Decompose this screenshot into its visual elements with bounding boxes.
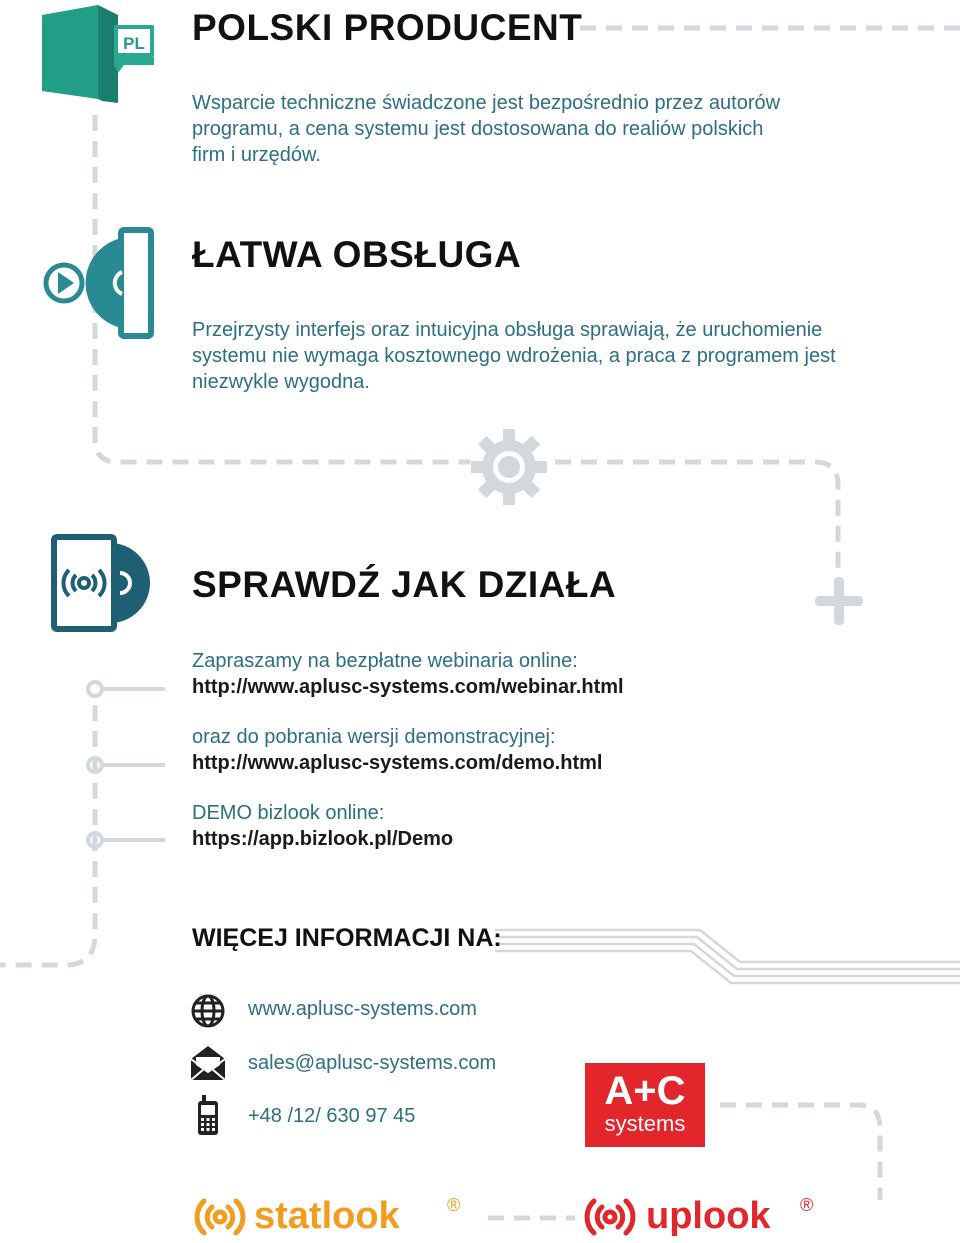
statlook-logo-mark bbox=[192, 1193, 248, 1241]
statlook-logo bbox=[192, 1193, 482, 1241]
email-link[interactable]: sales@aplusc-systems.com bbox=[248, 1052, 497, 1074]
section-body-latwa-obsluga bbox=[192, 317, 892, 395]
play-disc-icon bbox=[42, 226, 158, 340]
website-link[interactable]: www.aplusc-systems.com bbox=[248, 998, 477, 1020]
section-title-latwa-obsluga: ŁATWA OBSŁUGA bbox=[192, 234, 522, 275]
globe-icon bbox=[190, 993, 226, 1029]
aplusc-logo-text: A+C bbox=[604, 1069, 686, 1113]
body-line: systemu nie wymaga kosztownego wdrożenia, a praca z programem jest bbox=[192, 345, 836, 367]
envelope-icon bbox=[188, 1043, 228, 1083]
statlook-logo-text: statlook bbox=[254, 1195, 400, 1237]
body-line: programu, a cena systemu jest dostosowana do realiów polskich bbox=[192, 118, 764, 140]
aplusc-systems-logo bbox=[585, 1063, 705, 1147]
demo-download-link[interactable]: http://www.aplusc-systems.com/demo.html bbox=[192, 752, 603, 774]
section-title-polski-producent: POLSKI PRODUCENT bbox=[192, 7, 583, 48]
demo-box-icon bbox=[50, 533, 162, 633]
body-line: Wsparcie techniczne świadczone jest bezpośrednio przez autorów bbox=[192, 92, 781, 114]
demo-download-label: oraz do pobrania wersji demonstracyjnej: bbox=[192, 726, 556, 748]
section-body-polski-producent bbox=[192, 90, 892, 168]
section-title-sprawdz-jak-dziala: SPRAWDŹ JAK DZIAŁA bbox=[192, 564, 617, 605]
body-line: Przejrzysty interfejs oraz intuicyjna obsługa sprawiają, że uruchomienie bbox=[192, 319, 823, 341]
registered-mark: ® bbox=[800, 1195, 814, 1215]
pl-flag-icon bbox=[40, 3, 158, 105]
registered-mark: ® bbox=[447, 1195, 461, 1215]
svg-text:PL: PL bbox=[123, 34, 145, 53]
bizlook-demo-link[interactable]: https://app.bizlook.pl/Demo bbox=[192, 828, 454, 850]
mobile-phone-icon bbox=[196, 1095, 220, 1137]
webinar-link[interactable]: http://www.aplusc-systems.com/webinar.html bbox=[192, 676, 624, 698]
more-info-title: WIĘCEJ INFORMACJI NA: bbox=[192, 924, 502, 952]
aplusc-logo-subtext: systems bbox=[604, 1111, 686, 1136]
uplook-logo bbox=[582, 1193, 832, 1241]
body-line: niezwykle wygodna. bbox=[192, 371, 370, 393]
plus-icon bbox=[815, 577, 863, 625]
gear-icon bbox=[470, 428, 548, 506]
webinar-label: Zapraszamy na bezpłatne webinaria online: bbox=[192, 650, 578, 672]
body-line: firm i urzędów. bbox=[192, 144, 321, 166]
phone-number: +48 /12/ 630 97 45 bbox=[248, 1105, 416, 1127]
uplook-logo-mark bbox=[582, 1193, 638, 1241]
uplook-logo-text: uplook bbox=[646, 1195, 771, 1237]
bizlook-demo-label: DEMO bizlook online: bbox=[192, 802, 385, 824]
